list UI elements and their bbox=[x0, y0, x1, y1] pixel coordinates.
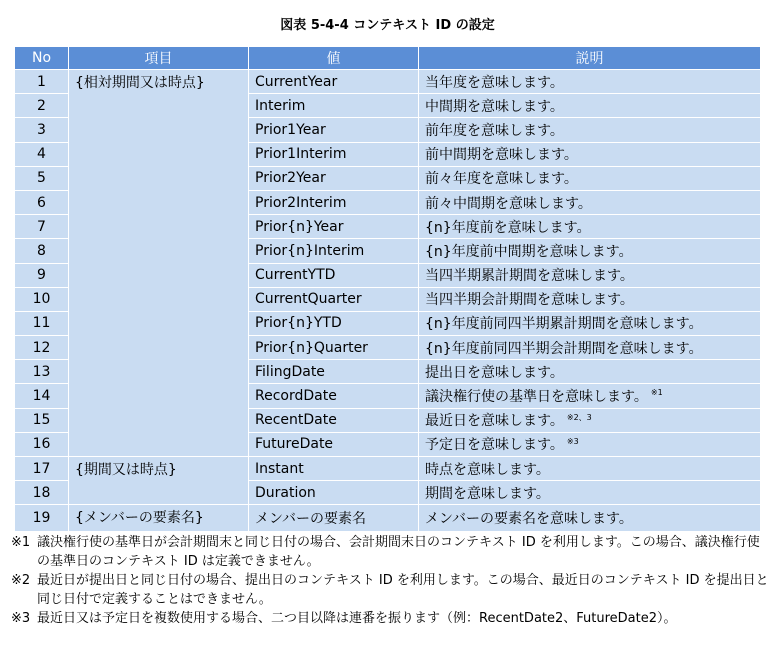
value-cell: FutureDate bbox=[249, 432, 419, 456]
table-row bbox=[15, 505, 761, 531]
context-id-table bbox=[14, 46, 761, 532]
row-number: 18 bbox=[15, 481, 69, 505]
value-cell: FilingDate bbox=[249, 360, 419, 384]
description-text: 提出日を意味します。 bbox=[425, 364, 564, 381]
footnote-mark: ※2、3 bbox=[566, 412, 592, 422]
description-text: 当四半期累計期間を意味します。 bbox=[425, 268, 634, 285]
description-text: 議決権行使の基準日を意味します。 bbox=[425, 389, 648, 406]
row-number: 5 bbox=[15, 166, 69, 190]
description-cell bbox=[419, 166, 761, 190]
footnote bbox=[11, 571, 769, 609]
description-text: 当四半期会計期間を意味します。 bbox=[425, 292, 634, 309]
row-number: 2 bbox=[15, 94, 69, 118]
footnote-mark: ※3 bbox=[566, 436, 579, 446]
table-row bbox=[15, 457, 761, 481]
value-cell: Interim bbox=[249, 94, 419, 118]
row-number: 4 bbox=[15, 142, 69, 166]
description-text: 前々中間期を意味します。 bbox=[425, 195, 592, 212]
footnote-number: ※1 bbox=[11, 535, 31, 550]
value-cell: CurrentYTD bbox=[249, 263, 419, 287]
description-text: メンバーの要素名を意味します。 bbox=[425, 510, 633, 527]
description-text: 前年度を意味します。 bbox=[425, 122, 564, 139]
description-cell bbox=[419, 336, 761, 360]
value-cell: RecentDate bbox=[249, 408, 419, 432]
value-cell: Prior{n}Interim bbox=[249, 239, 419, 263]
description-cell bbox=[419, 505, 761, 531]
table-body bbox=[15, 70, 761, 532]
item-cell: {期間又は時点} bbox=[69, 457, 249, 505]
row-number: 14 bbox=[15, 384, 69, 408]
value-cell: Prior{n}Year bbox=[249, 215, 419, 239]
row-number: 7 bbox=[15, 215, 69, 239]
value-cell: Prior{n}YTD bbox=[249, 311, 419, 335]
description-text: {n}年度前を意味します。 bbox=[425, 219, 591, 236]
footnote-number: ※2 bbox=[11, 573, 31, 588]
value-cell: CurrentQuarter bbox=[249, 287, 419, 311]
footnote-text: 最近日又は予定日を複数使用する場合、二つ目以降は連番を振ります（例：RecentDate2、FutureDate2）。 bbox=[37, 611, 677, 626]
row-number: 12 bbox=[15, 336, 69, 360]
header-no: No bbox=[15, 47, 69, 70]
footnote bbox=[11, 609, 769, 628]
row-number: 19 bbox=[15, 505, 69, 531]
header-description: 説明 bbox=[419, 47, 761, 70]
description-cell bbox=[419, 94, 761, 118]
value-cell: RecordDate bbox=[249, 384, 419, 408]
footnotes bbox=[11, 533, 769, 628]
description-cell bbox=[419, 70, 761, 94]
description-cell bbox=[419, 311, 761, 335]
description-text: 前中間期を意味します。 bbox=[425, 147, 578, 164]
row-number: 15 bbox=[15, 408, 69, 432]
description-text: 時点を意味します。 bbox=[425, 461, 550, 478]
footnote-text: 最近日が提出日と同じ日付の場合、提出日のコンテキスト ID を利用します。この場合、最近日のコンテキスト ID を提出日と同じ日付で定義することはできません。 bbox=[37, 573, 769, 607]
header-value: 値 bbox=[249, 47, 419, 70]
row-number: 8 bbox=[15, 239, 69, 263]
value-cell: Prior1Interim bbox=[249, 142, 419, 166]
row-number: 1 bbox=[15, 70, 69, 94]
value-cell: Duration bbox=[249, 481, 419, 505]
row-number: 10 bbox=[15, 287, 69, 311]
row-number: 17 bbox=[15, 457, 69, 481]
description-text: 期間を意味します。 bbox=[425, 485, 550, 502]
description-text: 中間期を意味します。 bbox=[425, 98, 564, 115]
description-cell bbox=[419, 481, 761, 505]
row-number: 13 bbox=[15, 360, 69, 384]
item-cell: {メンバーの要素名} bbox=[69, 505, 249, 531]
description-cell bbox=[419, 408, 761, 432]
description-text: 予定日を意味します。 bbox=[425, 437, 564, 454]
item-cell: {相対期間又は時点} bbox=[69, 70, 249, 457]
row-number: 11 bbox=[15, 311, 69, 335]
value-cell: Prior2Year bbox=[249, 166, 419, 190]
description-cell bbox=[419, 118, 761, 142]
figure-title: 図表 5-4-4 コンテキスト ID の設定 bbox=[280, 18, 495, 33]
description-cell bbox=[419, 142, 761, 166]
description-text: {n}年度前同四半期累計期間を意味します。 bbox=[425, 316, 703, 333]
description-text: 最近日を意味します。 bbox=[425, 413, 564, 430]
footnote bbox=[11, 533, 769, 571]
value-cell: Instant bbox=[249, 457, 419, 481]
description-cell bbox=[419, 263, 761, 287]
footnote-text: 議決権行使の基準日が会計期間末と同じ日付の場合、会計期間末日のコンテキスト ID を利用します。この場合、議決権行使の基準日のコンテキスト ID は定義できません。 bbox=[37, 535, 760, 569]
table-header-row bbox=[15, 47, 761, 70]
value-cell: CurrentYear bbox=[249, 70, 419, 94]
row-number: 6 bbox=[15, 190, 69, 214]
description-cell bbox=[419, 384, 761, 408]
table-row bbox=[15, 70, 761, 94]
row-number: 16 bbox=[15, 432, 69, 456]
description-cell bbox=[419, 360, 761, 384]
description-cell bbox=[419, 190, 761, 214]
description-cell bbox=[419, 457, 761, 481]
description-cell bbox=[419, 287, 761, 311]
header-item: 項目 bbox=[69, 47, 249, 70]
description-cell bbox=[419, 239, 761, 263]
description-text: {n}年度前中間期を意味します。 bbox=[425, 243, 633, 260]
value-cell: メンバーの要素名 bbox=[249, 505, 419, 531]
description-text: {n}年度前同四半期会計期間を意味します。 bbox=[425, 340, 703, 357]
footnote-mark: ※1 bbox=[650, 388, 663, 398]
row-number: 3 bbox=[15, 118, 69, 142]
value-cell: Prior2Interim bbox=[249, 190, 419, 214]
description-text: 前々年度を意味します。 bbox=[425, 171, 578, 188]
description-text: 当年度を意味します。 bbox=[425, 74, 564, 91]
description-cell bbox=[419, 432, 761, 456]
value-cell: Prior1Year bbox=[249, 118, 419, 142]
row-number: 9 bbox=[15, 263, 69, 287]
description-cell bbox=[419, 215, 761, 239]
value-cell: Prior{n}Quarter bbox=[249, 336, 419, 360]
footnote-number: ※3 bbox=[11, 611, 31, 626]
